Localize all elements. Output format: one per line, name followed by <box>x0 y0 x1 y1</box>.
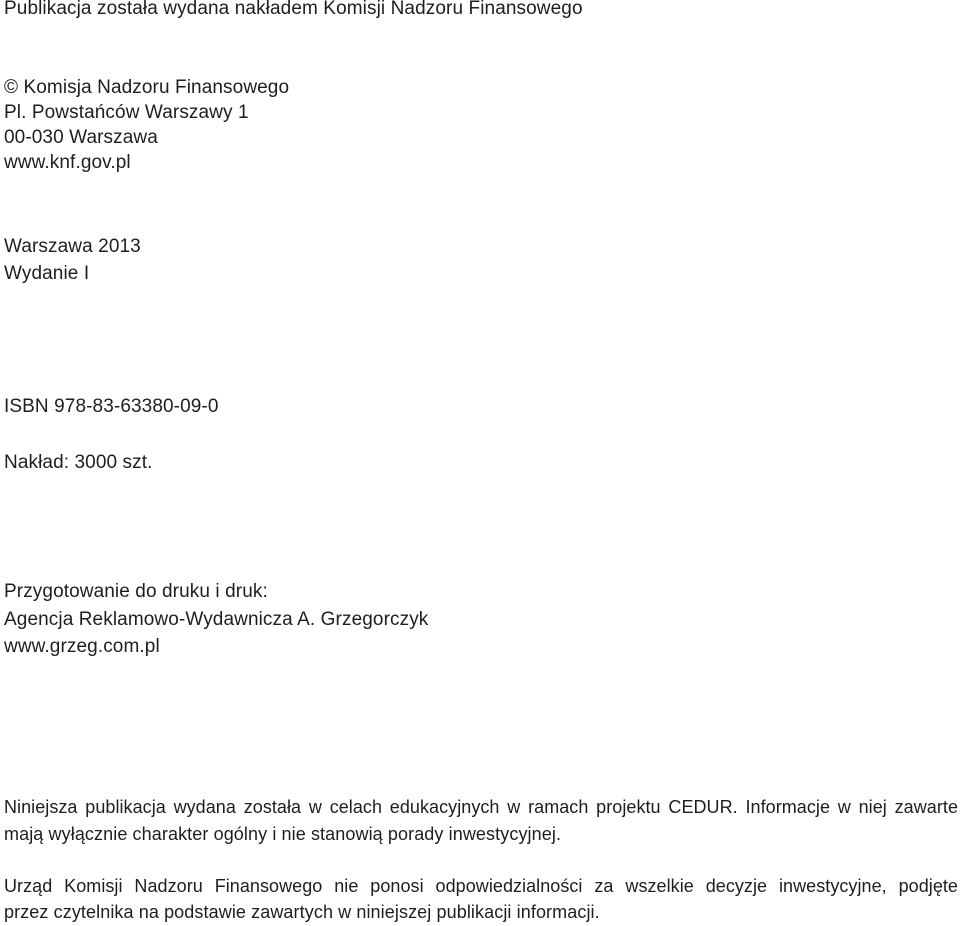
disclaimer-line-1: Niniejsza publikacja wydana została w celach edukacyjnych w ramach projektu CEDUR. Informacje w niej zawarte <box>4 797 958 817</box>
edition-place-year: Warszawa 2013 <box>4 236 141 257</box>
printing-label: Przygotowanie do druku i druk: <box>4 581 268 602</box>
liability-line-2: przez czytelnika na podstawie zawartych w niniejszej publikacji informacji. <box>4 902 600 922</box>
edition-number: Wydanie I <box>4 263 90 284</box>
liability-line-1: Urząd Komisji Nadzoru Finansowego nie ponosi odpowiedzialności za wszelkie decyzje inwestycyjne, podjęte <box>4 876 958 896</box>
copyright-holder: © Komisja Nadzoru Finansowego <box>4 77 290 98</box>
disclaimer-line-2: mają wyłącznie charakter ogólny i nie stanowią porady inwestycyjnej. <box>4 824 562 844</box>
publisher-note: Publikacja została wydana nakładem Komisji Nadzoru Finansowego <box>4 0 583 19</box>
print-run: Nakład: 3000 szt. <box>4 452 153 473</box>
printing-website: www.grzeg.com.pl <box>4 636 160 657</box>
copyright-website: www.knf.gov.pl <box>4 152 131 173</box>
isbn: ISBN 978-83-63380-09-0 <box>4 396 219 417</box>
printing-company: Agencja Reklamowo-Wydawnicza A. Grzegorczyk <box>4 609 429 630</box>
copyright-street: Pl. Powstańców Warszawy 1 <box>4 102 249 123</box>
copyright-city: 00-030 Warszawa <box>4 127 158 148</box>
